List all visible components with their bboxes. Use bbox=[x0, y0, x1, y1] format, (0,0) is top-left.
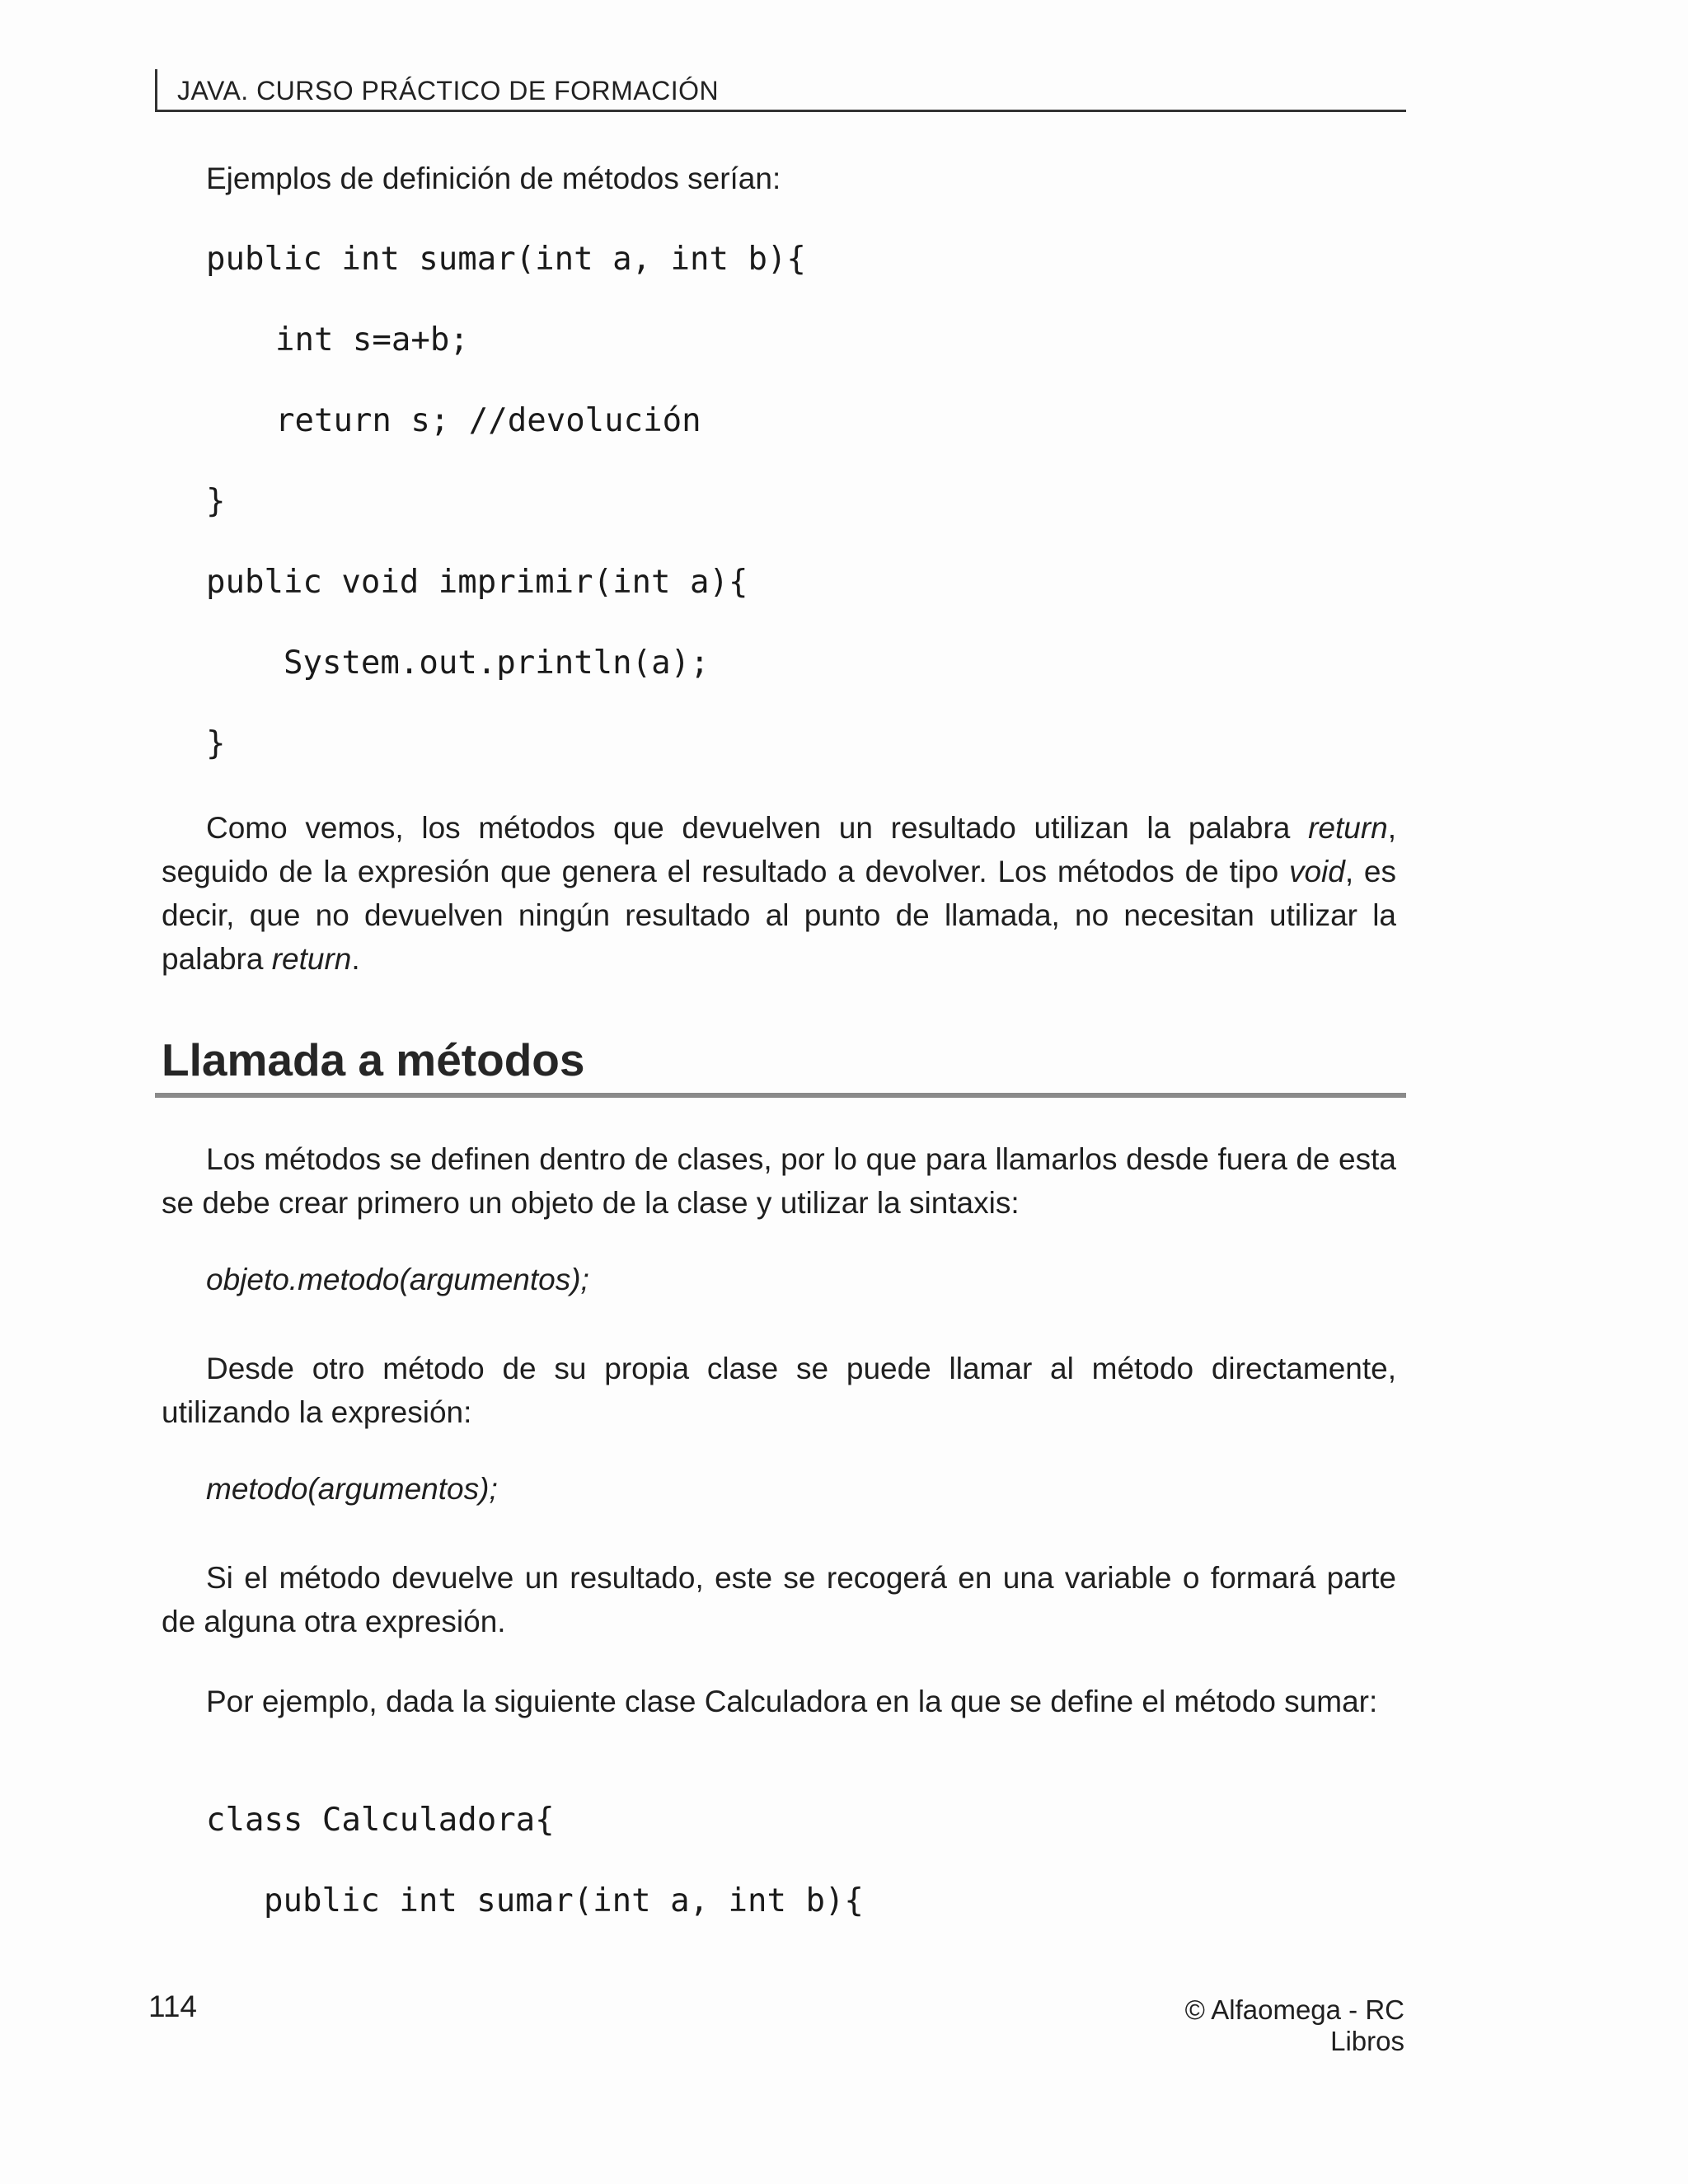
paragraph-calling-methods: Los métodos se definen dentro de clases, por lo que para llamarlos desde fuera de esta se debe crear primero un objeto de la clase y utilizar la sintaxis: bbox=[162, 1142, 1396, 1220]
section-rule bbox=[155, 1093, 1406, 1098]
paragraph-return-explanation bbox=[162, 806, 1396, 981]
page-number: 114 bbox=[148, 1990, 197, 2023]
code-line: } bbox=[206, 483, 226, 520]
code-line: System.out.println(a); bbox=[284, 644, 710, 682]
copyright-notice: © Alfaomega - RC Libros bbox=[1184, 1994, 1404, 2056]
paragraph-direct-call: Desde otro método de su propia clase se puede llamar al método directamente, utilizando la expresión: bbox=[162, 1352, 1396, 1429]
paragraph-text: Como vemos, los métodos que devuelven un resultado utilizan la palabra bbox=[206, 811, 1309, 845]
paragraph-text: , seguido de la expresión que genera el resultado a devolver. Los métodos de tipo bbox=[162, 811, 1396, 888]
paragraph-example: Por ejemplo, dada la siguiente clase Calculadora en la que se define el método sumar: bbox=[206, 1685, 1378, 1718]
code-line: return s; //devolución bbox=[275, 402, 701, 439]
running-header bbox=[155, 69, 1406, 112]
code-line: class Calculadora{ bbox=[206, 1802, 555, 1839]
code-line: } bbox=[206, 725, 226, 762]
paragraph-result: Si el método devuelve un resultado, este se recogerá en una variable o formará parte de alguna otra expresión. bbox=[162, 1561, 1396, 1638]
running-title: JAVA. CURSO PRÁCTICO DE FORMACIÓN bbox=[177, 76, 720, 105]
keyword-return: return bbox=[1308, 811, 1388, 845]
syntax-method: metodo(argumentos); bbox=[206, 1472, 498, 1506]
keyword-return: return bbox=[271, 942, 352, 976]
intro-text: Ejemplos de definición de métodos serían: bbox=[206, 162, 781, 195]
paragraph-text: , es decir, que no devuelven ningún resultado al punto de llamada, no necesitan utilizar la palabra bbox=[162, 855, 1397, 976]
section-heading: Llamada a métodos bbox=[162, 1034, 585, 1085]
syntax-object-method: objeto.metodo(argumentos); bbox=[206, 1263, 589, 1296]
code-line: public int sumar(int a, int b){ bbox=[206, 241, 806, 278]
keyword-void: void bbox=[1288, 855, 1345, 888]
code-line: public int sumar(int a, int b){ bbox=[264, 1882, 864, 1919]
code-line: int s=a+b; bbox=[275, 321, 469, 359]
paragraph-text: . bbox=[351, 942, 360, 976]
code-line: public void imprimir(int a){ bbox=[206, 564, 748, 601]
